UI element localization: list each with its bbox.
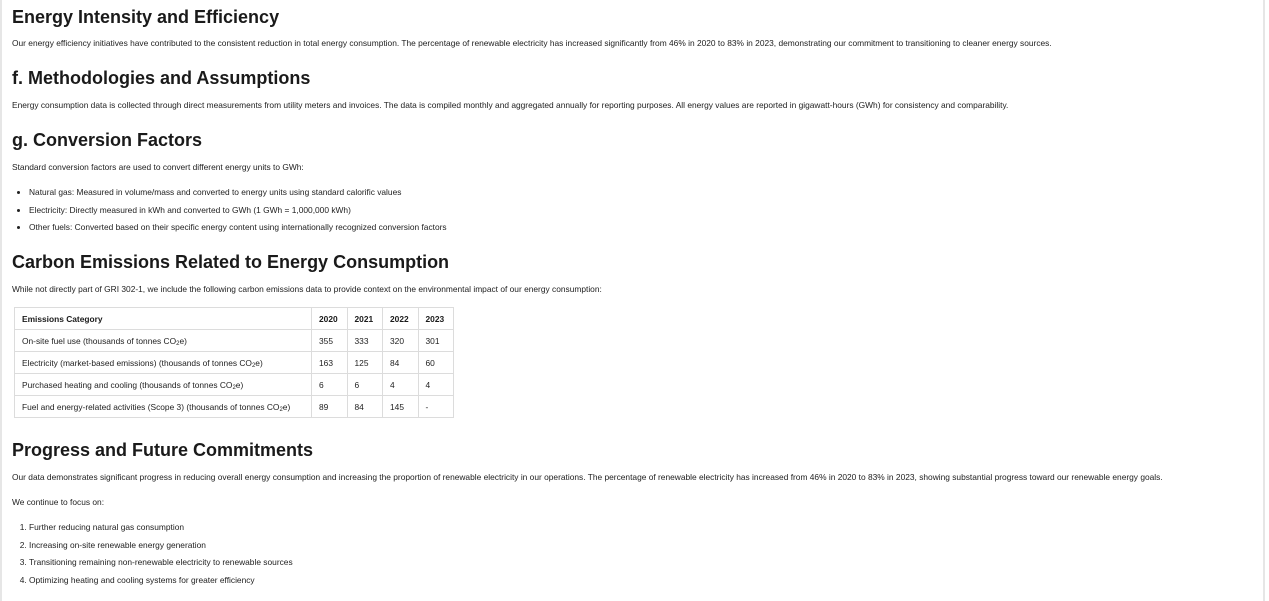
table-cell-value: 89 — [312, 396, 348, 418]
table-cell-category — [15, 374, 312, 396]
emissions-table — [14, 307, 454, 418]
paragraph-conversion-factors: Standard conversion factors are used to convert different energy units to GWh: — [12, 162, 304, 172]
table-cell-value: 4 — [383, 374, 419, 396]
focus-list — [12, 521, 293, 591]
category-label-suffix: e) — [179, 335, 187, 346]
table-row — [15, 352, 454, 374]
category-label-text: Electricity (market-based emissions) (thousands of tonnes CO — [22, 357, 252, 368]
list-item: • Natural gas: Measured in volume/mass and converted to energy units using standard calorific values — [29, 186, 447, 204]
table-cell-value: 6 — [347, 374, 383, 396]
subscript-text: 2 — [251, 362, 256, 369]
table-row — [15, 396, 454, 418]
heading-conversion-factors: g. Conversion Factors — [12, 130, 203, 150]
table-cell-value: 163 — [312, 352, 348, 374]
heading-progress-commitments: Progress and Future Commitments — [12, 440, 314, 460]
list-item: 2. Increasing on-site renewable energy generation — [29, 539, 293, 557]
table-cell-value: 4 — [418, 374, 454, 396]
list-item: 3. Transitioning remaining non-renewable electricity to renewable sources — [29, 556, 293, 574]
table-cell-value: 84 — [347, 396, 383, 418]
subscript-text: 2 — [176, 340, 180, 347]
category-label-suffix: e) — [282, 401, 291, 412]
emissions-table-container — [14, 307, 454, 418]
paragraph-focus-intro: We continue to focus on: — [12, 497, 105, 507]
heading-carbon-emissions: Carbon Emissions Related to Energy Consumption — [12, 252, 450, 272]
list-item: • Electricity: Directly measured in kWh and converted to GWh (1 GWh = 1,000,000 kWh) — [29, 204, 447, 222]
table-cell-value: 301 — [418, 330, 454, 352]
list-item: • Other fuels: Converted based on their specific energy content using internationally recognized conversion factors — [29, 221, 447, 239]
table-cell-value: 60 — [418, 352, 454, 374]
category-label-text: On-site fuel use (thousands of tonnes CO — [22, 335, 177, 346]
subscript-text: 2 — [232, 384, 236, 391]
table-cell-value: 320 — [383, 330, 419, 352]
list-item: 1. Further reducing natural gas consumption — [29, 521, 293, 539]
table-cell-category — [15, 330, 312, 352]
table-cell-value: - — [418, 396, 454, 418]
subscript-text: 2 — [279, 406, 283, 413]
paragraph-progress: Our data demonstrates significant progress in reducing overall energy consumption and increasing the proportion of renewable electricity in our operations. The percentage of renewable electricity has increased from 46% in 2020 to 83% in 2023, showing substantial progress toward our renewable energy goals. — [12, 472, 1163, 482]
paragraph-methodologies: Energy consumption data is collected through direct measurements from utility meters and invoices. The data is compiled monthly and aggregated annually for reporting purposes. All energy values are reported in gigawatt-hours (GWh) for consistency and comparability. — [12, 100, 1009, 110]
table-cell-value: 6 — [312, 374, 348, 396]
table-cell-value: 84 — [383, 352, 419, 374]
table-cell-category — [15, 396, 312, 418]
category-label-suffix: e) — [255, 357, 263, 368]
list-item: 4. Optimizing heating and cooling systems for greater efficiency — [29, 574, 293, 592]
table-row — [15, 330, 454, 352]
paragraph-energy-intensity: Our energy efficiency initiatives have contributed to the consistent reduction in total energy consumption. The percentage of renewable electricity has increased significantly from 46% in 2020 to 83% in 2023, demonstrating our commitment to transitioning to cleaner energy sources. — [12, 38, 1052, 48]
table-header-category: Emissions Category — [15, 308, 312, 330]
category-label-suffix: e) — [235, 379, 244, 390]
conversion-factors-list — [12, 186, 447, 239]
heading-methodologies: f. Methodologies and Assumptions — [12, 68, 311, 88]
category-label-text: Purchased heating and cooling (thousands of tonnes CO — [22, 379, 233, 390]
heading-energy-intensity: Energy Intensity and Efficiency — [12, 7, 280, 27]
table-cell-category — [15, 352, 312, 374]
category-label-text: Fuel and energy-related activities (Scope 3) (thousands of tonnes CO — [22, 401, 280, 412]
table-cell-value: 125 — [347, 352, 383, 374]
table-header-year: 2022 — [383, 308, 419, 330]
table-cell-value: 333 — [347, 330, 383, 352]
table-header-year: 2023 — [418, 308, 454, 330]
table-cell-value: 145 — [383, 396, 419, 418]
table-row — [15, 374, 454, 396]
table-header-year: 2021 — [347, 308, 383, 330]
paragraph-carbon-emissions: While not directly part of GRI 302-1, we include the following carbon emissions data to provide context on the environmental impact of our energy consumption: — [12, 284, 602, 294]
table-header-year: 2020 — [312, 308, 348, 330]
table-cell-value: 355 — [312, 330, 348, 352]
table-header-row — [15, 308, 454, 330]
